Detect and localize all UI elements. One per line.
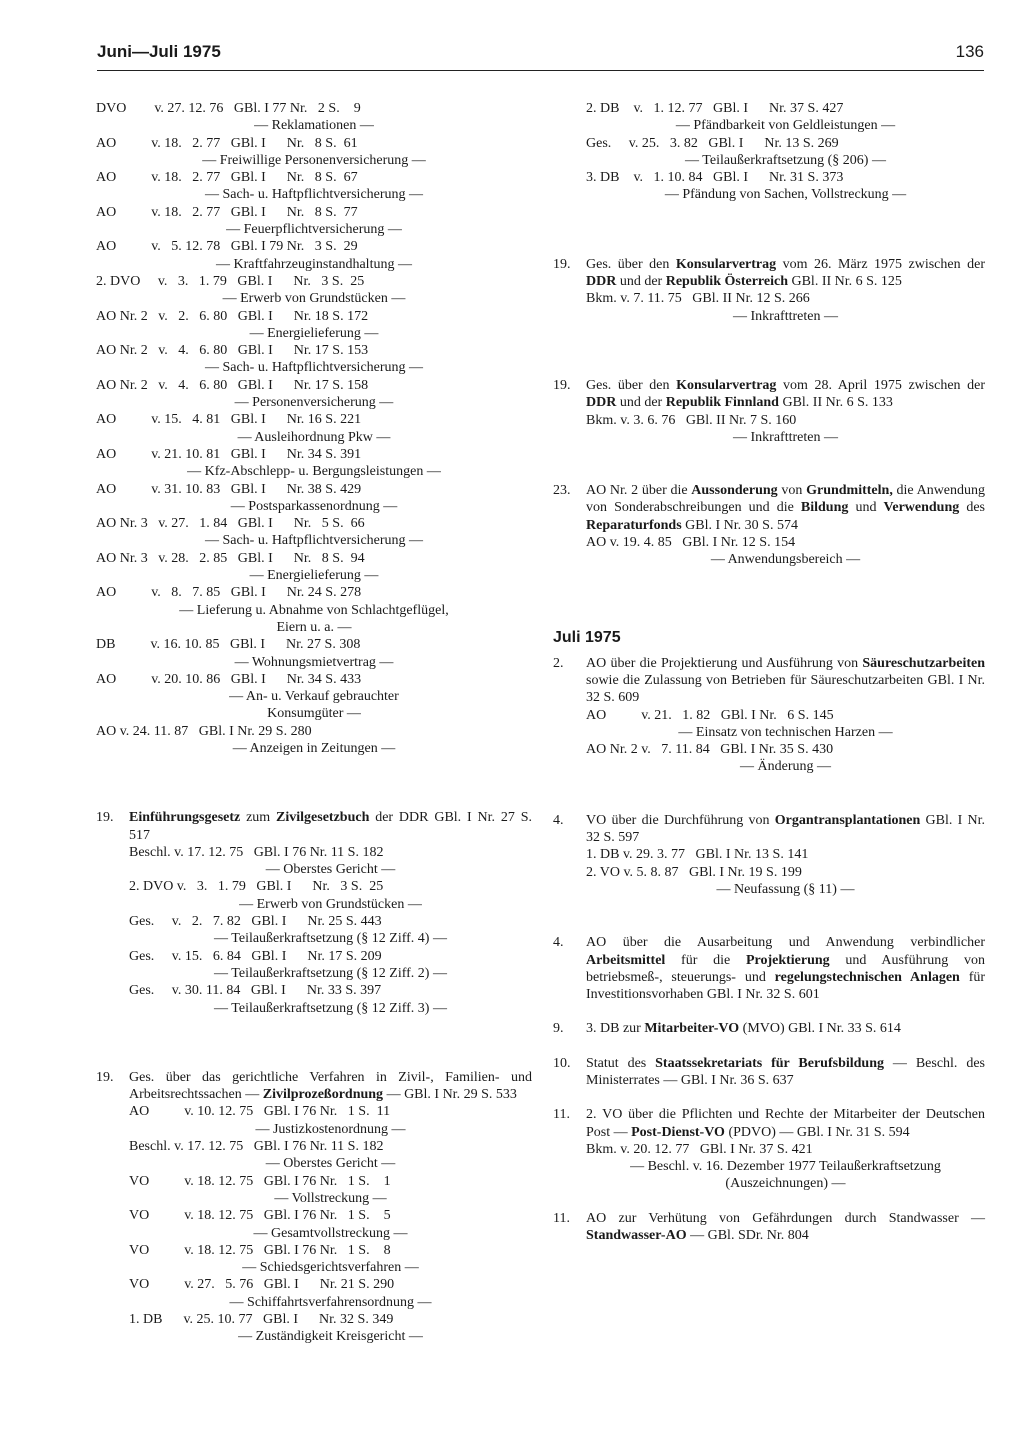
amendment-line: Ges. v. 25. 3. 82 GBl. I Nr. 13 S. 269 [586, 135, 839, 151]
entry-bold: Staatssekretariats für Berufsbildung [655, 1055, 885, 1071]
left-column [96, 100, 532, 1346]
entry-date: 4. [553, 812, 564, 828]
entry-text: Ges. über den [586, 256, 676, 272]
entry-text: AO Nr. 2 über die [586, 483, 692, 499]
entry-bold: Organtransplantationen [774, 812, 921, 828]
amendment-note: — Pfändung von Sachen, Vollstreckung — [664, 187, 907, 203]
amendment-note: — Reklamationen — [254, 118, 374, 134]
entry-text: zum [240, 810, 277, 826]
amendment-line: VO v. 18. 12. 75 GBl. I 76 Nr. 1 S. 8 [129, 1242, 391, 1258]
entry-text: — Beschl. des Ministerrates — GBl. I Nr. 36 S. 637 [586, 1055, 985, 1088]
amendment-line: Ges. v. 30. 11. 84 GBl. I Nr. 33 S. 397 [129, 983, 382, 999]
entry-post-dienst-vo [553, 1106, 985, 1141]
entry-organtransplantation [553, 812, 985, 847]
amendment-line: 1. DB v. 25. 10. 77 GBl. I Nr. 32 S. 349 [129, 1312, 394, 1327]
entry-bold: Projektierung [745, 952, 830, 968]
entry-text: GBl. I Nr. 30 S. 574 [681, 517, 798, 533]
entry-text: GBl. I Nr. 32 S. 597 [586, 812, 986, 846]
entry-text: und Ausführung von betriebsmeß-, steuerungs- und [586, 952, 985, 985]
amendment-line: VO v. 18. 12. 75 GBl. I 76 Nr. 1 S. 1 [129, 1173, 391, 1189]
amendment-line: AO v. 20. 10. 86 GBl. I Nr. 34 S. 433 [96, 671, 362, 687]
entry-date: 4. [553, 935, 564, 951]
amendment-line: Ges. v. 2. 7. 82 GBl. I Nr. 25 S. 443 [129, 914, 382, 930]
regulation-list [96, 100, 532, 757]
amendment-note: — Sach- u. Haftpflichtversicherung — [204, 533, 424, 549]
amendment-note: Konsumgüter — [267, 706, 361, 722]
entry-bold: Zivilprozeßordnung [262, 1087, 384, 1103]
amendment-line: 2. DB v. 1. 12. 77 GBl. I Nr. 37 S. 427 [586, 101, 844, 116]
entry-text: 2. VO über die Pflichten und Rechte der Mitarbeiter der Deutschen Post — [586, 1107, 985, 1140]
entry-standwasser [553, 1210, 985, 1245]
amendment-line: DB v. 16. 10. 85 GBl. I Nr. 27 S. 308 [96, 637, 361, 653]
amendment-line: 3. DB v. 1. 10. 84 GBl. I Nr. 31 S. 373 [586, 170, 844, 186]
amendment-line: Beschl. v. 17. 12. 75 GBl. I 76 Nr. 11 S. 182 [129, 844, 384, 860]
entry-text: Ges. über den [586, 377, 677, 393]
amendment-note: — Erwerb von Grundstücken — [239, 896, 422, 912]
amendment-line: AO Nr. 2 v. 4. 6. 80 GBl. I Nr. 17 S. 158 [96, 377, 369, 393]
amendment-list [96, 1103, 532, 1345]
entry-konsular-oesterreich [553, 256, 985, 291]
amendment-list [96, 844, 532, 1017]
amendment-note: — Kfz-Abschlepp- u. Bergungsleistungen — [187, 464, 441, 480]
entry-text: (PDVO) — GBl. I Nr. 31 S. 594 [724, 1124, 910, 1140]
entry-bold: Zivilgesetzbuch [276, 810, 370, 826]
header-rule [97, 70, 984, 71]
entry-zgb-einfuehrung [96, 809, 532, 844]
amendment-note: — Vollstreckung — [274, 1190, 387, 1206]
entry-berufsbildung [553, 1055, 985, 1090]
amendment-line: Beschl. v. 17. 12. 75 GBl. I 76 Nr. 11 S. 182 [129, 1139, 384, 1155]
amendment-line: AO Nr. 2 v. 2. 6. 80 GBl. I Nr. 18 S. 172 [96, 308, 369, 324]
amendment-note: — Schiedsgerichtsverfahren — [242, 1260, 419, 1276]
entry-bold: Bildung [800, 500, 849, 516]
amendment-line: AO Nr. 2 v. 4. 6. 80 GBl. I Nr. 17 S. 153 [96, 343, 369, 359]
entry-bold: Grundmitteln, [806, 483, 893, 499]
entry-bold: Verwendung [883, 500, 960, 516]
entry-bold: Standwasser-AO [586, 1228, 687, 1244]
entry-text: vom 26. März 1975 zwischen der [776, 256, 985, 272]
entry-bold: Reparaturfonds [586, 517, 682, 533]
amendment-note: — Energielieferung — [249, 325, 379, 341]
entry-text: für die [665, 952, 746, 968]
entry-text: und der [616, 274, 666, 290]
amendment-note: — Erwerb von Grundstücken — [222, 291, 406, 307]
entry-text: AO über die Ausarbeitung und Anwendung verbindlicher [586, 935, 985, 951]
right-column [553, 100, 985, 1244]
amendment-line: AO v. 18. 2. 77 GBl. I Nr. 8 S. 77 [96, 204, 358, 220]
amendment-line: AO Nr. 2 v. 7. 11. 84 GBl. I Nr. 35 S. 430 [586, 742, 834, 758]
entry-bold: Republik Finnland [665, 395, 779, 411]
entry-text: 3. DB zur [586, 1021, 645, 1037]
amendment-note: — Wohnungsmietvertrag — [234, 654, 394, 670]
entry-bold: Konsularvertrag [676, 377, 777, 393]
entry-date: 9. [553, 1021, 564, 1037]
entry-text: für Investitionsvorhaben GBl. I Nr. 32 S. 601 [586, 969, 986, 1003]
entry-date: 10. [553, 1055, 571, 1071]
amendment-line: 2. DVO v. 3. 1. 79 GBl. I Nr. 3 S. 25 [129, 879, 384, 895]
amendment-note: (Auszeichnungen) — [725, 1176, 846, 1192]
entry-text: VO über die Durchführung von [586, 812, 775, 828]
header-title: Juni—Juli 1975 [97, 42, 221, 61]
entry-text: vom 28. April 1975 zwischen der [776, 377, 985, 393]
amendment-line: AO v. 10. 12. 75 GBl. I 76 Nr. 1 S. 11 [129, 1104, 391, 1120]
entry-date: 19. [96, 810, 114, 826]
amendment-note: — Energielieferung — [249, 568, 379, 584]
entry-text: AO über die Projektierung und Ausführung von [586, 655, 863, 671]
entry-bold: Aussonderung [691, 483, 778, 499]
entry-text: von [777, 483, 807, 499]
amendment-line: AO v. 8. 7. 85 GBl. I Nr. 24 S. 278 [96, 585, 362, 601]
page-number: 136 [955, 42, 984, 61]
amendment-line: AO v. 5. 12. 78 GBl. I 79 Nr. 3 S. 29 [96, 239, 358, 255]
entry-text: — GBl. I Nr. 29 S. 533 [383, 1087, 517, 1103]
amendment-note: — Änderung — [740, 759, 831, 775]
amendment-line: Bkm. v. 7. 11. 75 GBl. II Nr. 12 S. 266 [586, 291, 810, 307]
entry-bold: regelungstechnischen Anlagen [774, 969, 960, 985]
amendment-list [553, 100, 985, 204]
entry-saeureschutz [553, 655, 985, 707]
entry-date: 11. [553, 1107, 570, 1123]
amendment-note: — Teilaußerkraftsetzung (§ 12 Ziff. 2) — [214, 965, 447, 981]
entry-bold: Einführungsgesetz [129, 810, 241, 826]
amendment-note: — Pfändbarkeit von Geldleistungen — [675, 118, 896, 134]
amendment-note: — Feuerpflichtversicherung — [226, 222, 402, 238]
amendment-line: Ges. v. 15. 6. 84 GBl. I Nr. 17 S. 209 [129, 948, 382, 964]
entry-text: (MVO) GBl. I Nr. 33 S. 614 [739, 1021, 901, 1037]
amendment-note: — Teilaußerkraftsetzung (§ 12 Ziff. 3) — [214, 1000, 447, 1016]
entry-text: die Anwendung von Sonderabschreibungen und die [586, 483, 986, 516]
section-heading: Juli 1975 [553, 628, 621, 646]
amendment-line: 2. VO v. 5. 8. 87 GBl. I Nr. 19 S. 199 [586, 864, 802, 880]
amendment-line: VO v. 27. 5. 76 GBl. I Nr. 21 S. 290 [129, 1277, 395, 1293]
entry-bold: Republik Österreich [665, 274, 788, 290]
amendment-note: — Gesamtvollstreckung — [253, 1225, 408, 1241]
entry-konsular-finnland [553, 377, 985, 412]
entry-text: und [848, 500, 884, 516]
entry-text: GBl. II Nr. 6 S. 133 [778, 395, 893, 411]
amendment-note: — Teilaußerkraftsetzung (§ 12 Ziff. 4) — [214, 931, 447, 947]
amendment-note: — Schiffahrtsverfahrensordnung — [229, 1294, 432, 1310]
amendment-note: — Lieferung u. Abnahme von Schlachtgeflügel, [179, 602, 449, 618]
amendment-note: — Oberstes Gericht — [265, 1156, 396, 1172]
entry-bold: Säureschutzarbeiten [862, 655, 985, 671]
amendment-line: AO v. 19. 4. 85 GBl. I Nr. 12 S. 154 [586, 535, 796, 551]
entry-text: GBl. II Nr. 6 S. 125 [787, 274, 902, 290]
entry-bold: Arbeitsmittel [586, 952, 666, 968]
amendment-note: — Inkrafttreten — [733, 429, 838, 445]
amendment-note: — Zuständigkeit Kreisgericht — [238, 1329, 423, 1345]
amendment-note: — Oberstes Gericht — [265, 862, 396, 878]
amendment-note: — Kraftfahrzeuginstandhaltung — [216, 256, 412, 272]
entry-bold: Post-Dienst-VO [631, 1124, 725, 1140]
amendment-note: — Inkrafttreten — [733, 308, 838, 324]
entry-date: 19. [553, 377, 571, 393]
amendment-line: AO v. 18. 2. 77 GBl. I Nr. 8 S. 67 [96, 170, 358, 186]
amendment-line: AO v. 21. 1. 82 GBl. I Nr. 6 S. 145 [586, 707, 834, 723]
amendment-note: — Teilaußerkraftsetzung (§ 206) — [685, 152, 886, 168]
amendment-note: — Einsatz von technischen Harzen — [678, 724, 893, 740]
entry-text: sowie die Zulassung von Betrieben für Säureschutzarbeiten GBl. I Nr. 32 S. 609 [586, 672, 985, 706]
amendment-line: AO v. 24. 11. 87 GBl. I Nr. 29 S. 280 [96, 723, 312, 739]
amendment-note: — Justizkostenordnung — [255, 1121, 406, 1137]
amendment-line: DVO v. 27. 12. 76 GBl. I 77 Nr. 2 S. 9 [96, 101, 361, 116]
amendment-note: — Personenversicherung — [234, 395, 394, 411]
amendment-note: — Ausleihordnung Pkw — [237, 429, 391, 445]
amendment-line: 1. DB v. 29. 3. 77 GBl. I Nr. 13 S. 141 [586, 847, 809, 863]
entry-text: AO zur Verhütung von Gefährdungen durch Standwasser — [586, 1210, 985, 1226]
entry-date: 11. [553, 1210, 570, 1226]
amendment-note: — Sach- u. Haftpflichtversicherung — [204, 187, 424, 203]
amendment-note: — Sach- u. Haftpflichtversicherung — [204, 360, 424, 376]
entry-zpo [96, 1069, 532, 1104]
amendment-note: — Anwendungsbereich — [710, 552, 861, 568]
entry-text: der DDR GBl. I Nr. 27 S. 517 [129, 810, 532, 843]
entry-text: Ges. über das gerichtliche Verfahren in Zivil-, Familien- und Arbeitsrechtssachen — [129, 1069, 532, 1103]
amendment-line: VO v. 18. 12. 75 GBl. I 76 Nr. 1 S. 5 [129, 1208, 391, 1224]
entry-bold: Konsularvertrag [675, 256, 777, 272]
amendment-line: AO v. 31. 10. 83 GBl. I Nr. 38 S. 429 [96, 481, 362, 497]
amendment-note: — Postsparkassenordnung — [230, 498, 398, 514]
amendment-note: — An- u. Verkauf gebrauchter [229, 689, 399, 705]
amendment-line: AO v. 18. 2. 77 GBl. I Nr. 8 S. 61 [96, 135, 358, 151]
amendment-line: AO v. 21. 10. 81 GBl. I Nr. 34 S. 391 [96, 446, 362, 462]
entry-arbeitsmittel [553, 934, 985, 1003]
amendment-line: AO Nr. 3 v. 28. 2. 85 GBl. I Nr. 8 S. 94 [96, 550, 365, 566]
entry-mitarbeiter-vo [553, 1020, 985, 1037]
entry-date: 2. [553, 655, 564, 671]
amendment-line: AO Nr. 3 v. 27. 1. 84 GBl. I Nr. 5 S. 66 [96, 516, 365, 532]
entry-text: und der [616, 395, 666, 411]
amendment-note: — Anzeigen in Zeitungen — [232, 740, 396, 756]
entry-bold: DDR [586, 395, 617, 411]
entry-text: Statut des [586, 1055, 656, 1071]
entry-date: 19. [96, 1069, 114, 1085]
entry-date: 23. [553, 483, 571, 499]
amendment-note: Eiern u. a. — [276, 619, 352, 635]
entry-bold: DDR [586, 274, 617, 290]
amendment-line: Bkm. v. 3. 6. 76 GBl. II Nr. 7 S. 160 [586, 412, 797, 428]
page-header [97, 42, 984, 70]
entry-aussonderung [553, 482, 985, 534]
amendment-note: — Neufassung (§ 11) — [716, 881, 855, 897]
entry-text: — GBl. SDr. Nr. 804 [686, 1228, 809, 1244]
amendment-line: 2. DVO v. 3. 1. 79 GBl. I Nr. 3 S. 25 [96, 273, 365, 289]
amendment-line: AO v. 15. 4. 81 GBl. I Nr. 16 S. 221 [96, 412, 362, 428]
entry-date: 19. [553, 256, 571, 272]
amendment-note: — Freiwillige Personenversicherung — [202, 152, 426, 168]
entry-bold: Mitarbeiter-VO [644, 1021, 740, 1037]
amendment-note: — Beschl. v. 16. Dezember 1977 Teilaußerkraftsetzung [630, 1159, 941, 1175]
entry-text: des [959, 500, 985, 516]
amendment-line: Bkm. v. 20. 12. 77 GBl. I Nr. 37 S. 421 [586, 1141, 813, 1157]
